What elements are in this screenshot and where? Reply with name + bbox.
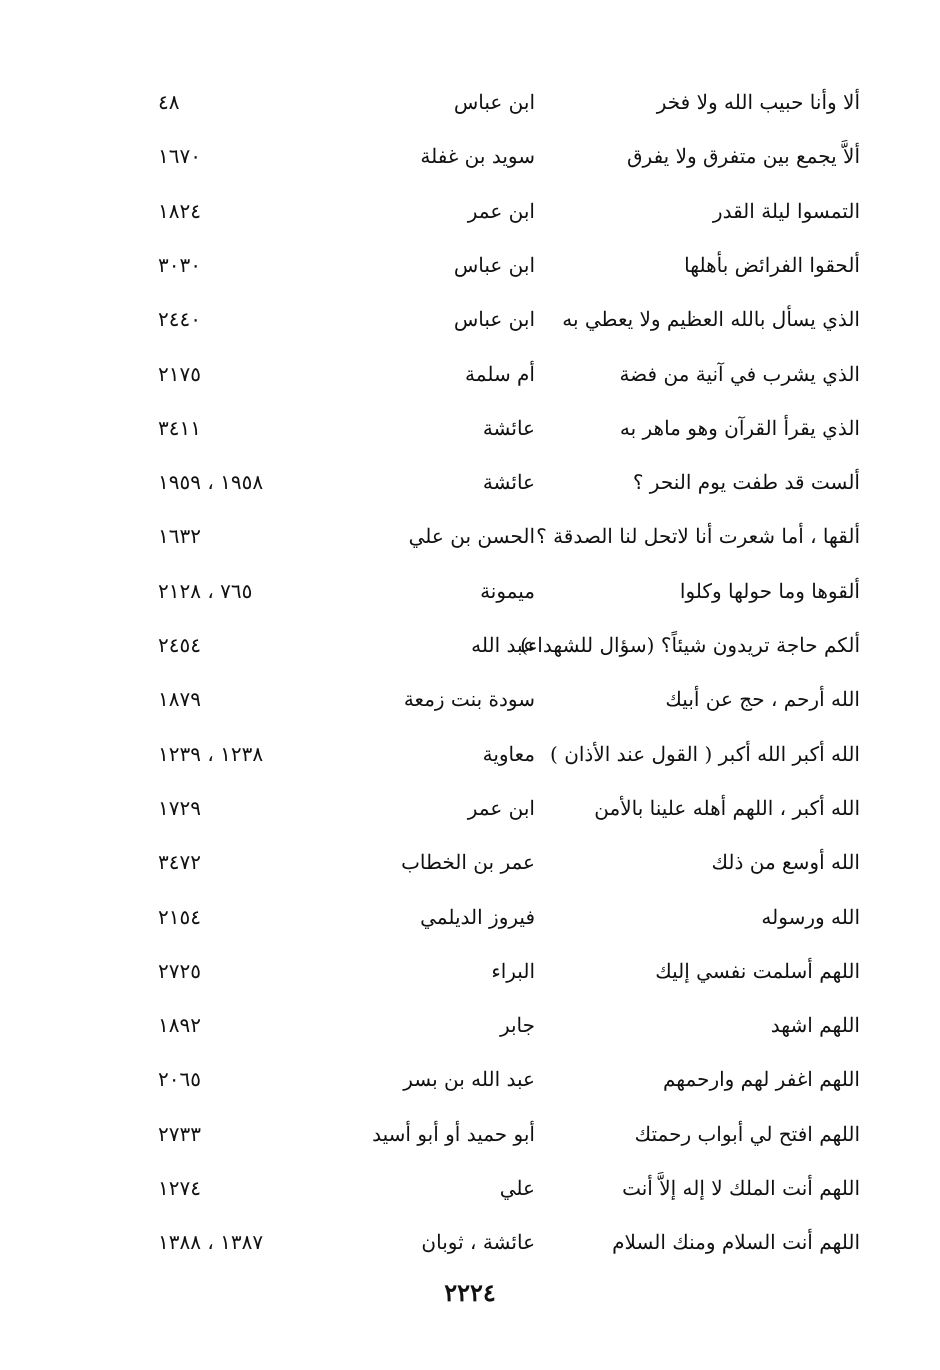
hadith-text: ألحقوا الفرائض بأهلها bbox=[684, 253, 860, 277]
hadith-text: ألا وأنا حبيب الله ولا فخر bbox=[656, 90, 860, 114]
hadith-numbers: ١٢٣٨ ، ١٢٣٩ bbox=[158, 742, 264, 766]
hadith-text: الذي يشرب في آنية من فضة bbox=[619, 362, 860, 386]
index-row bbox=[0, 82, 940, 122]
hadith-numbers: ٣٤٧٢ bbox=[158, 850, 201, 874]
index-row bbox=[0, 245, 940, 285]
hadith-text: ألاَّ يجمع بين متفرق ولا يفرق bbox=[627, 144, 860, 168]
hadith-numbers: ٣٤١١ bbox=[158, 416, 201, 440]
hadith-text: ألست قد طفت يوم النحر ؟ bbox=[632, 470, 860, 494]
narrator: الحسن بن علي bbox=[408, 524, 535, 548]
narrator: أم سلمة bbox=[465, 362, 535, 386]
narrator: عائشة bbox=[482, 416, 535, 440]
index-row bbox=[0, 842, 940, 882]
index-row bbox=[0, 136, 940, 176]
hadith-numbers: ٢٧٢٥ bbox=[158, 959, 201, 983]
index-row bbox=[0, 625, 940, 665]
narrator: أبو حميد أو أبو أسيد bbox=[372, 1122, 535, 1146]
narrator: ابن عمر bbox=[467, 199, 535, 223]
hadith-text: اللهم أسلمت نفسي إليك bbox=[655, 959, 860, 983]
narrator: ابن عمر bbox=[467, 796, 535, 820]
narrator: علي bbox=[499, 1176, 535, 1200]
hadith-text: اللهم اغفر لهم وارحمهم bbox=[663, 1067, 860, 1091]
index-row bbox=[0, 1222, 940, 1262]
index-row bbox=[0, 571, 940, 611]
hadith-numbers: ١٦٣٢ bbox=[158, 524, 201, 548]
narrator: عمر بن الخطاب bbox=[401, 850, 535, 874]
hadith-numbers: ٢١٥٤ bbox=[158, 905, 201, 929]
hadith-numbers: ١٦٧٠ bbox=[158, 144, 201, 168]
hadith-text: الله أكبر ، اللهم أهله علينا بالأمن bbox=[594, 796, 860, 820]
index-row bbox=[0, 897, 940, 937]
narrator: ابن عباس bbox=[453, 307, 535, 331]
narrator: معاوية bbox=[482, 742, 535, 766]
hadith-text: الله ورسوله bbox=[761, 905, 860, 929]
hadith-numbers: ٢٤٥٤ bbox=[158, 633, 201, 657]
narrator: سودة بنت زمعة bbox=[403, 687, 535, 711]
index-row bbox=[0, 734, 940, 774]
index-row bbox=[0, 951, 940, 991]
hadith-text: اللهم أنت الملك لا إله إلاَّ أنت bbox=[622, 1176, 860, 1200]
page-number: ٢٢٢٤ bbox=[444, 1278, 496, 1307]
index-row bbox=[0, 679, 940, 719]
narrator: عبد الله bbox=[471, 633, 535, 657]
narrator: البراء bbox=[491, 959, 535, 983]
hadith-numbers: ١٢٧٤ bbox=[158, 1176, 201, 1200]
index-row bbox=[0, 191, 940, 231]
index-row bbox=[0, 516, 940, 556]
hadith-text: اللهم اشهد bbox=[770, 1013, 860, 1037]
hadith-numbers: ٤٨ bbox=[158, 90, 180, 114]
hadith-numbers: ٢٠٦٥ bbox=[158, 1067, 201, 1091]
hadith-numbers: ١٨٩٢ bbox=[158, 1013, 201, 1037]
hadith-text: الله أوسع من ذلك bbox=[711, 850, 860, 874]
index-row bbox=[0, 1005, 940, 1045]
index-row bbox=[0, 1114, 940, 1154]
narrator: سويد بن غفلة bbox=[420, 144, 535, 168]
hadith-numbers: ١٧٢٩ bbox=[158, 796, 201, 820]
hadith-numbers: ٢١٧٥ bbox=[158, 362, 201, 386]
hadith-text: ألكم حاجة تريدون شيئاً؟ (سؤال للشهداء) bbox=[520, 633, 860, 657]
index-row bbox=[0, 408, 940, 448]
hadith-text: الله أرحم ، حج عن أبيك bbox=[665, 687, 860, 711]
hadith-text: ألقوها وما حولها وكلوا bbox=[679, 579, 860, 603]
hadith-numbers: ٣٠٣٠ bbox=[158, 253, 201, 277]
index-row bbox=[0, 1059, 940, 1099]
narrator: ابن عباس bbox=[453, 90, 535, 114]
hadith-text: ألقها ، أما شعرت أنا لاتحل لنا الصدقة ؟ bbox=[536, 524, 860, 548]
hadith-numbers: ١٨٧٩ bbox=[158, 687, 201, 711]
hadith-numbers: ١٩٥٨ ، ١٩٥٩ bbox=[158, 470, 264, 494]
narrator: عبد الله بن بسر bbox=[403, 1067, 535, 1091]
hadith-text: الذي يسأل بالله العظيم ولا يعطي به bbox=[562, 307, 860, 331]
hadith-numbers: ٢٧٣٣ bbox=[158, 1122, 201, 1146]
hadith-numbers: ٢٤٤٠ bbox=[158, 307, 201, 331]
index-row bbox=[0, 788, 940, 828]
index-row bbox=[0, 462, 940, 502]
index-row bbox=[0, 354, 940, 394]
hadith-numbers: ١٨٢٤ bbox=[158, 199, 201, 223]
hadith-text: اللهم أنت السلام ومنك السلام bbox=[612, 1230, 860, 1254]
hadith-text: التمسوا ليلة القدر bbox=[712, 199, 860, 223]
narrator: فيروز الديلمي bbox=[420, 905, 535, 929]
index-row bbox=[0, 1168, 940, 1208]
hadith-numbers: ١٣٨٧ ، ١٣٨٨ bbox=[158, 1230, 264, 1254]
hadith-text: اللهم افتح لي أبواب رحمتك bbox=[634, 1122, 860, 1146]
hadith-text: الذي يقرأ القرآن وهو ماهر به bbox=[619, 416, 860, 440]
narrator: ابن عباس bbox=[453, 253, 535, 277]
narrator: عائشة ، ثوبان bbox=[421, 1230, 535, 1254]
narrator: عائشة bbox=[482, 470, 535, 494]
hadith-numbers: ٧٦٥ ، ٢١٢٨ bbox=[158, 579, 253, 603]
index-row bbox=[0, 299, 940, 339]
hadith-text: الله أكبر الله أكبر ( القول عند الأذان ) bbox=[550, 742, 860, 766]
narrator: ميمونة bbox=[480, 579, 535, 603]
narrator: جابر bbox=[499, 1013, 535, 1037]
